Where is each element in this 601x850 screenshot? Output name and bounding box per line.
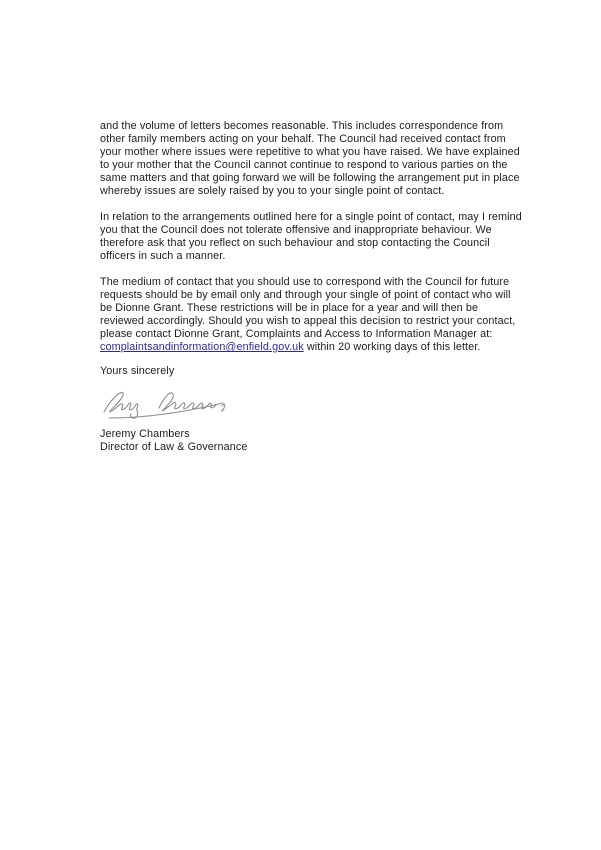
email-link[interactable]: complaintsandinformation@enfield.gov.uk: [100, 341, 304, 353]
signer-title: Director of Law & Governance: [100, 441, 248, 453]
paragraph-arrangement: and the volume of letters becomes reasonable. This includes correspondence from other family members acting on your behalf. The Council had received contact from your mother where issues were repetitive to what you have raised. We have explained to your mother that the Council cannot continue to respond to various parties on the same matters and that going forward we will be following the arrangement put in place whereby issues are solely raised by you to your single point of contact.: [100, 120, 520, 197]
after-email-text: within 20 working days of this letter.: [303, 341, 481, 353]
signer-name: Jeremy Chambers: [100, 428, 190, 440]
closing-line: Yours sincerely: [100, 365, 175, 377]
paragraph-contact-medium-text: The medium of contact that you should use to correspond with the Council for future requests should be by email only and through your single of point of contact who will be Dionne Grant. These restrictions will be in place for a year and will then be reviewed accordingly. Should you wish to appeal this decision to restrict your contact, please contact Dionne Grant, Complaints and Access to Information Manager at:: [100, 276, 516, 340]
paragraph-contact-medium: [100, 276, 515, 354]
signature-image: [101, 385, 251, 421]
paragraph-behaviour-warning: In relation to the arrangements outlined here for a single point of contact, may I remind you that the Council does not tolerate offensive and inappropriate behaviour. We therefore ask that you reflect on such behaviour and stop contacting the Council officers in such a manner.: [100, 211, 522, 262]
